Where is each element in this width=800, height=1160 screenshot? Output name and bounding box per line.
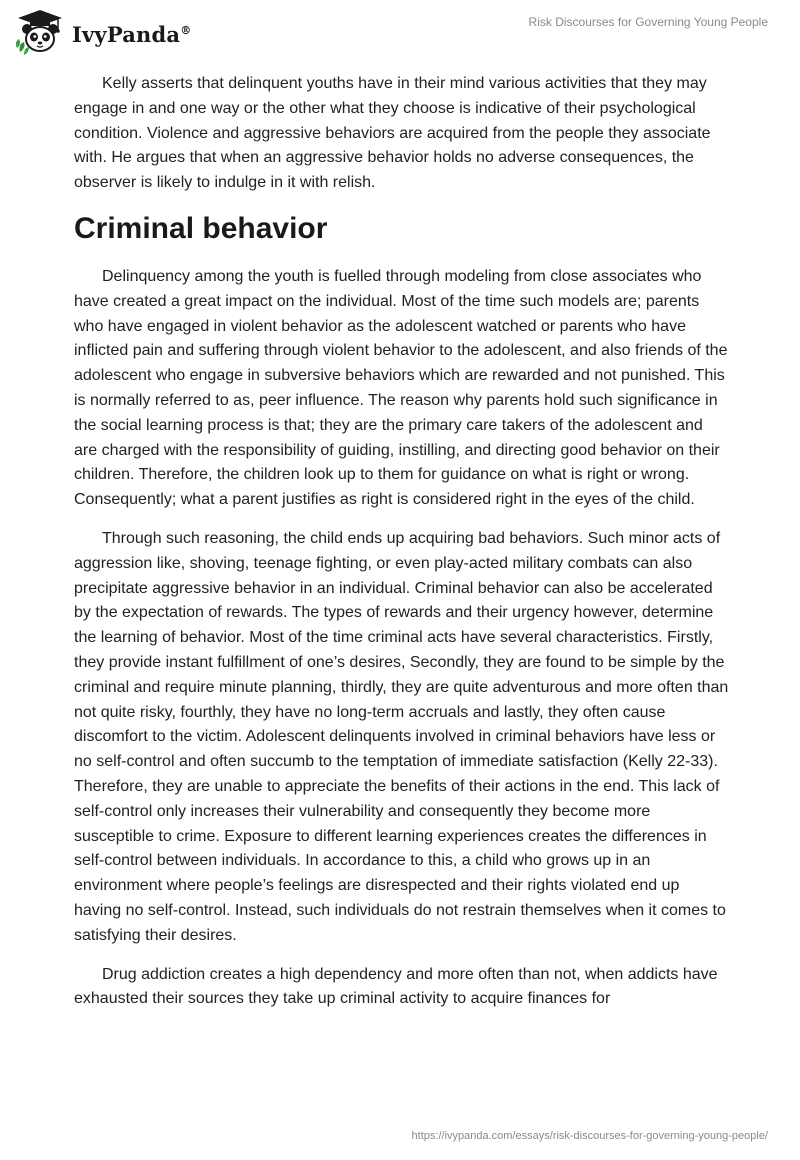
section-heading: Criminal behavior — [74, 211, 328, 245]
body-paragraph: Delinquency among the youth is fuelled through modeling from close associates who have created a great impact on the individual. Most of the time such models are; parents who have engaged in violent behavior as the adolescent watched or parents who have inflicted pain and suffering through violent behavior to the adolescent, and also friends of the adolescent who engage in subversive behaviors which are rewarded and not punished. This is normally referred to as, peer influence. The reason why parents hold such significance in the social learning process is that; they are the primary care takers of the adolescent and are charged with the responsibility of guiding, instilling, and directing good behavior on their children. Therefore, the children look up to them for guidance on what is right or wrong. Consequently; what a parent justifies as right is considered right in the eyes of the child. — [74, 267, 728, 509]
page-header — [0, 0, 800, 70]
body-paragraph: Through such reasoning, the child ends up acquiring bad behaviors. Such minor acts of aggression like, shoving, teenage fighting, or even play-acted military combats can also precipitate aggressive behavior in an individual. Criminal behavior can also be accelerated by the expectation of rewards. The types of rewards and their urgency however, determine the learning of behavior. Most of the time criminal acts have several characteristics. Firstly, they provide instant fulfillment of one’s desires, Secondly, they are found to be simple by the criminal and require minute planning, thirdly, they are quite adventurous and more often than not quite risky, fourthly, they have no long-term accruals and lastly, they often cause discomfort to the victim. Adolescent delinquents involved in criminal behaviors have less or no self-control and often succumb to the temptation of immediate satisfaction (Kelly 22-33). Therefore, they are unable to appreciate the benefits of their actions in the end. This lack of self-control only increases their vulnerability and consequently they become more susceptible to crime. Exposure to different learning experiences creates the differences in self-control between individuals. In accordance to this, a child who grows up in an environment where people’s feelings are disrespected and their rights violated end up having no self-control. Instead, such individuals do not restrain themselves when it comes to satisfying their desires. — [74, 529, 729, 944]
ivypanda-logo[interactable] — [14, 8, 191, 56]
essay-content — [74, 72, 729, 1026]
body-paragraph: Drug addiction creates a high dependency and more often than not, when addicts have exhausted their sources they take up criminal activity to acquire finances for — [74, 965, 718, 1008]
document-title: Risk Discourses for Governing Young People — [528, 15, 768, 29]
registered-mark: ® — [180, 23, 192, 37]
logo-text: IvyPanda — [72, 21, 181, 47]
source-url[interactable]: https://ivypanda.com/essays/risk-discourses-for-governing-young-people/ — [411, 1130, 768, 1142]
logo-wordmark — [72, 22, 191, 47]
intro-paragraph: Kelly asserts that delinquent youths have in their mind various activities that they may engage in and one way or the other what they choose is indicative of their psychological condition. Violence and aggressive behaviors are acquired from the people they associate with. He argues that when an aggressive behavior holds no adverse consequences, the observer is likely to indulge in it with relish. — [74, 75, 711, 192]
panda-graduate-icon — [14, 8, 66, 56]
